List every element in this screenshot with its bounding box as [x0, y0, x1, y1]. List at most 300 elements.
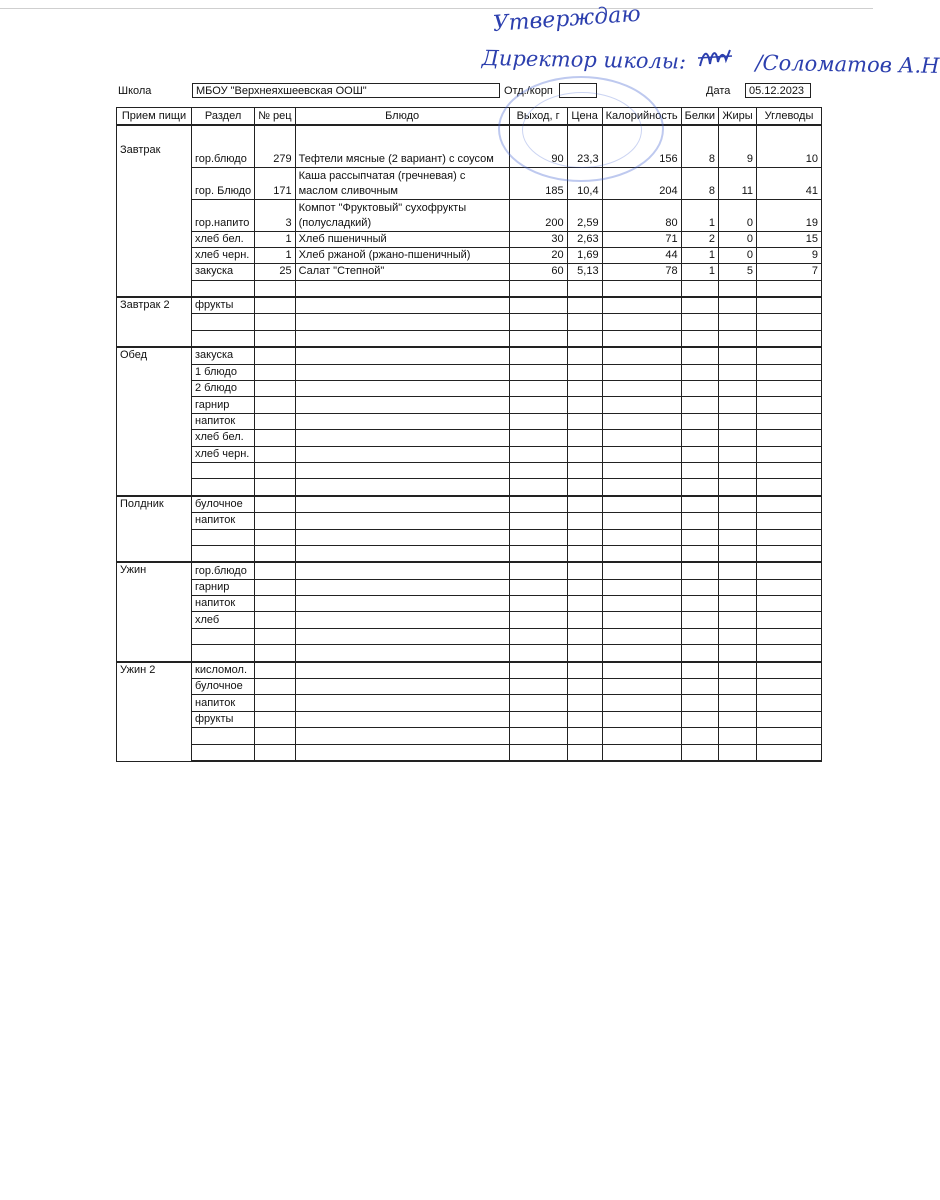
- cell-section: хлеб: [192, 612, 255, 628]
- cell-cal: [602, 545, 681, 562]
- cell-output: 20: [509, 247, 567, 263]
- cell-cal: [602, 645, 681, 662]
- meal-name-cell: [117, 330, 192, 347]
- cell-prot: [681, 397, 718, 413]
- cell-dish: [295, 545, 509, 562]
- table-header-row: [117, 108, 822, 126]
- cell-recipe: [255, 679, 295, 695]
- cell-price: [567, 728, 602, 744]
- cell-cal: [602, 579, 681, 595]
- cell-dish: [295, 496, 509, 513]
- table-row: [117, 264, 822, 280]
- meal-name-cell: [117, 381, 192, 397]
- cell-output: [509, 545, 567, 562]
- cell-section: напиток: [192, 513, 255, 529]
- cell-dish: [295, 314, 509, 330]
- cell-recipe: [255, 744, 295, 761]
- cell-section: булочное: [192, 679, 255, 695]
- cell-carb: [757, 381, 822, 397]
- cell-recipe: [255, 612, 295, 628]
- cell-recipe: 3: [255, 199, 295, 231]
- cell-output: [509, 430, 567, 446]
- cell-cal: [602, 330, 681, 347]
- approval-handwriting: Утверждаю: [492, 1, 642, 37]
- meal-name-cell: Завтрак 2: [117, 297, 192, 314]
- cell-section: [192, 628, 255, 644]
- cell-prot: 8: [681, 167, 718, 199]
- cell-fat: [719, 413, 757, 429]
- cell-price: [567, 562, 602, 579]
- cell-section: [192, 330, 255, 347]
- cell-dish: [295, 645, 509, 662]
- cell-output: [509, 679, 567, 695]
- cell-carb: [757, 596, 822, 612]
- cell-price: 2,59: [567, 199, 602, 231]
- cell-prot: [681, 579, 718, 595]
- menu-table: [116, 107, 822, 762]
- cell-fat: [719, 496, 757, 513]
- cell-fat: [719, 314, 757, 330]
- cell-recipe: 279: [255, 125, 295, 167]
- cell-output: 200: [509, 199, 567, 231]
- table-row: [117, 579, 822, 595]
- cell-dish: [295, 662, 509, 679]
- meal-name-cell: [117, 364, 192, 380]
- cell-prot: [681, 529, 718, 545]
- cell-fat: [719, 628, 757, 644]
- cell-prot: 8: [681, 125, 718, 167]
- cell-prot: [681, 728, 718, 744]
- cell-price: 23,3: [567, 125, 602, 167]
- cell-price: [567, 679, 602, 695]
- cell-cal: [602, 711, 681, 727]
- cell-section: напиток: [192, 413, 255, 429]
- meal-name-cell: [117, 645, 192, 662]
- cell-cal: 78: [602, 264, 681, 280]
- cell-dish: [295, 562, 509, 579]
- cell-recipe: [255, 496, 295, 513]
- cell-prot: [681, 413, 718, 429]
- cell-fat: [719, 462, 757, 478]
- cell-dish: [295, 397, 509, 413]
- cell-price: [567, 314, 602, 330]
- column-header: Углеводы: [757, 108, 822, 126]
- cell-carb: [757, 662, 822, 679]
- table-row: [117, 562, 822, 579]
- cell-dish: [295, 462, 509, 478]
- cell-carb: [757, 579, 822, 595]
- cell-dish: [295, 695, 509, 711]
- table-row: [117, 496, 822, 513]
- cell-price: [567, 529, 602, 545]
- cell-output: 90: [509, 125, 567, 167]
- cell-prot: [681, 280, 718, 297]
- meal-name-cell: [117, 199, 192, 231]
- cell-output: [509, 364, 567, 380]
- school-field: МБОУ "Верхнеяхшеевская ООШ": [192, 83, 500, 98]
- cell-carb: [757, 347, 822, 364]
- cell-prot: 1: [681, 199, 718, 231]
- cell-price: [567, 545, 602, 562]
- cell-cal: [602, 430, 681, 446]
- cell-cal: [602, 364, 681, 380]
- cell-prot: [681, 545, 718, 562]
- cell-fat: [719, 297, 757, 314]
- cell-section: 2 блюдо: [192, 381, 255, 397]
- table-row: [117, 347, 822, 364]
- cell-recipe: [255, 297, 295, 314]
- cell-prot: [681, 430, 718, 446]
- cell-dish: Хлеб ржаной (ржано-пшеничный): [295, 247, 509, 263]
- cell-fat: 5: [719, 264, 757, 280]
- cell-cal: [602, 662, 681, 679]
- meal-name-cell: [117, 596, 192, 612]
- column-header: Прием пищи: [117, 108, 192, 126]
- cell-carb: [757, 695, 822, 711]
- meal-name-cell: [117, 529, 192, 545]
- cell-carb: [757, 612, 822, 628]
- cell-price: [567, 330, 602, 347]
- cell-prot: [681, 496, 718, 513]
- cell-section: напиток: [192, 596, 255, 612]
- cell-output: [509, 744, 567, 761]
- cell-prot: [681, 645, 718, 662]
- cell-carb: [757, 314, 822, 330]
- cell-section: [192, 479, 255, 496]
- cell-fat: [719, 513, 757, 529]
- cell-fat: [719, 330, 757, 347]
- table-row: [117, 314, 822, 330]
- meal-name-cell: [117, 579, 192, 595]
- cell-price: [567, 364, 602, 380]
- cell-prot: [681, 347, 718, 364]
- meal-name-cell: [117, 612, 192, 628]
- cell-output: [509, 462, 567, 478]
- meal-name-cell: [117, 446, 192, 462]
- cell-price: [567, 645, 602, 662]
- table-row: [117, 711, 822, 727]
- cell-carb: 9: [757, 247, 822, 263]
- cell-section: [192, 529, 255, 545]
- cell-recipe: [255, 462, 295, 478]
- cell-carb: [757, 397, 822, 413]
- cell-carb: [757, 364, 822, 380]
- cell-dish: [295, 679, 509, 695]
- cell-price: [567, 280, 602, 297]
- cell-section: гор.напито: [192, 199, 255, 231]
- cell-section: хлеб бел.: [192, 430, 255, 446]
- cell-fat: [719, 662, 757, 679]
- cell-prot: [681, 562, 718, 579]
- cell-recipe: 1: [255, 231, 295, 247]
- column-header: Жиры: [719, 108, 757, 126]
- cell-price: [567, 462, 602, 478]
- meal-name-cell: [117, 167, 192, 199]
- cell-price: [567, 297, 602, 314]
- column-header: Блюдо: [295, 108, 509, 126]
- cell-price: [567, 479, 602, 496]
- cell-fat: [719, 579, 757, 595]
- column-header: Калорийность: [602, 108, 681, 126]
- table-row: [117, 744, 822, 761]
- cell-prot: [681, 462, 718, 478]
- cell-cal: [602, 413, 681, 429]
- director-name: /Соломатов А.Н: [755, 50, 940, 78]
- cell-carb: [757, 645, 822, 662]
- cell-prot: [681, 314, 718, 330]
- table-row: [117, 529, 822, 545]
- cell-carb: [757, 446, 822, 462]
- cell-fat: [719, 645, 757, 662]
- cell-price: [567, 430, 602, 446]
- cell-price: [567, 446, 602, 462]
- cell-dish: Хлеб пшеничный: [295, 231, 509, 247]
- cell-fat: [719, 728, 757, 744]
- cell-prot: [681, 662, 718, 679]
- cell-cal: [602, 496, 681, 513]
- meal-name-cell: [117, 711, 192, 727]
- cell-fat: 0: [719, 199, 757, 231]
- cell-section: гарнир: [192, 397, 255, 413]
- cell-carb: [757, 479, 822, 496]
- cell-recipe: 1: [255, 247, 295, 263]
- cell-dish: [295, 513, 509, 529]
- cell-section: фрукты: [192, 297, 255, 314]
- meal-name-cell: [117, 513, 192, 529]
- cell-cal: [602, 728, 681, 744]
- meal-name-cell: Ужин 2: [117, 662, 192, 679]
- meal-name-cell: [117, 744, 192, 761]
- cell-price: [567, 513, 602, 529]
- cell-output: [509, 397, 567, 413]
- cell-cal: [602, 562, 681, 579]
- cell-carb: 15: [757, 231, 822, 247]
- table-row: [117, 297, 822, 314]
- table-row: [117, 446, 822, 462]
- cell-prot: 1: [681, 247, 718, 263]
- cell-dish: [295, 381, 509, 397]
- meal-name-cell: [117, 231, 192, 247]
- cell-output: [509, 347, 567, 364]
- cell-carb: 10: [757, 125, 822, 167]
- cell-dish: Компот "Фруктовый" сухофрукты (полусладкий): [295, 199, 509, 231]
- cell-section: [192, 314, 255, 330]
- cell-recipe: [255, 381, 295, 397]
- cell-dish: [295, 628, 509, 644]
- cell-section: 1 блюдо: [192, 364, 255, 380]
- table-row: [117, 397, 822, 413]
- cell-price: 5,13: [567, 264, 602, 280]
- cell-carb: [757, 679, 822, 695]
- cell-price: [567, 381, 602, 397]
- cell-cal: [602, 297, 681, 314]
- table-row: [117, 247, 822, 263]
- column-header: Цена: [567, 108, 602, 126]
- cell-dish: [295, 711, 509, 727]
- cell-dish: [295, 728, 509, 744]
- meal-name-cell: [117, 314, 192, 330]
- cell-price: [567, 628, 602, 644]
- cell-price: [567, 413, 602, 429]
- cell-prot: [681, 446, 718, 462]
- table-row: [117, 462, 822, 478]
- cell-carb: [757, 297, 822, 314]
- cell-price: [567, 711, 602, 727]
- cell-cal: [602, 280, 681, 297]
- cell-recipe: [255, 280, 295, 297]
- cell-dish: [295, 297, 509, 314]
- cell-fat: [719, 562, 757, 579]
- cell-fat: [719, 446, 757, 462]
- meal-name-cell: Ужин: [117, 562, 192, 579]
- cell-output: [509, 562, 567, 579]
- meal-name-cell: [117, 397, 192, 413]
- cell-recipe: [255, 479, 295, 496]
- cell-cal: [602, 529, 681, 545]
- cell-carb: [757, 462, 822, 478]
- cell-carb: [757, 728, 822, 744]
- cell-dish: [295, 280, 509, 297]
- cell-cal: [602, 479, 681, 496]
- cell-fat: 9: [719, 125, 757, 167]
- cell-fat: [719, 744, 757, 761]
- cell-section: [192, 744, 255, 761]
- table-row: [117, 628, 822, 644]
- cell-output: [509, 695, 567, 711]
- cell-fat: 0: [719, 247, 757, 263]
- meal-name-cell: [117, 545, 192, 562]
- cell-recipe: [255, 695, 295, 711]
- meal-name-cell: [117, 430, 192, 446]
- cell-price: 10,4: [567, 167, 602, 199]
- cell-recipe: [255, 314, 295, 330]
- cell-price: [567, 397, 602, 413]
- cell-output: [509, 297, 567, 314]
- cell-section: [192, 728, 255, 744]
- cell-output: [509, 612, 567, 628]
- cell-dish: [295, 529, 509, 545]
- cell-cal: [602, 695, 681, 711]
- cell-dish: [295, 347, 509, 364]
- cell-price: [567, 744, 602, 761]
- cell-dish: [295, 430, 509, 446]
- table-row: [117, 728, 822, 744]
- cell-recipe: [255, 529, 295, 545]
- table-row: [117, 199, 822, 231]
- cell-section: гарнир: [192, 579, 255, 595]
- cell-price: 1,69: [567, 247, 602, 263]
- cell-fat: [719, 430, 757, 446]
- cell-price: 2,63: [567, 231, 602, 247]
- cell-section: закуска: [192, 264, 255, 280]
- cell-prot: [681, 679, 718, 695]
- cell-section: хлеб черн.: [192, 247, 255, 263]
- cell-price: [567, 579, 602, 595]
- cell-output: [509, 496, 567, 513]
- cell-output: 30: [509, 231, 567, 247]
- cell-recipe: [255, 430, 295, 446]
- meal-name-cell: Завтрак: [117, 125, 192, 167]
- cell-carb: [757, 562, 822, 579]
- cell-recipe: [255, 513, 295, 529]
- meal-name-cell: Полдник: [117, 496, 192, 513]
- meal-name-cell: [117, 413, 192, 429]
- column-header: Выход, г: [509, 108, 567, 126]
- cell-carb: [757, 513, 822, 529]
- cell-dish: Каша рассыпчатая (гречневая) с маслом сливочным: [295, 167, 509, 199]
- column-header: № рец: [255, 108, 295, 126]
- cell-recipe: [255, 397, 295, 413]
- cell-fat: [719, 381, 757, 397]
- cell-output: [509, 513, 567, 529]
- cell-dish: [295, 596, 509, 612]
- cell-recipe: 25: [255, 264, 295, 280]
- cell-section: кисломол.: [192, 662, 255, 679]
- cell-carb: [757, 280, 822, 297]
- cell-dish: [295, 612, 509, 628]
- cell-fat: [719, 347, 757, 364]
- cell-output: [509, 280, 567, 297]
- meal-name-cell: [117, 264, 192, 280]
- cell-output: [509, 628, 567, 644]
- cell-dish: [295, 364, 509, 380]
- cell-output: [509, 645, 567, 662]
- date-field: 05.12.2023: [745, 83, 811, 98]
- cell-cal: [602, 462, 681, 478]
- top-border-line: [0, 8, 873, 9]
- table-row: [117, 645, 822, 662]
- cell-carb: 19: [757, 199, 822, 231]
- table-row: [117, 545, 822, 562]
- cell-prot: [681, 695, 718, 711]
- table-row: [117, 695, 822, 711]
- cell-dish: [295, 446, 509, 462]
- meal-name-cell: [117, 728, 192, 744]
- cell-section: [192, 280, 255, 297]
- cell-prot: [681, 479, 718, 496]
- cell-recipe: [255, 628, 295, 644]
- cell-carb: [757, 628, 822, 644]
- table-row: [117, 280, 822, 297]
- cell-output: [509, 579, 567, 595]
- cell-carb: [757, 529, 822, 545]
- table-row: [117, 596, 822, 612]
- cell-carb: 7: [757, 264, 822, 280]
- cell-fat: 11: [719, 167, 757, 199]
- cell-carb: 41: [757, 167, 822, 199]
- cell-fat: [719, 612, 757, 628]
- table-row: [117, 231, 822, 247]
- cell-dish: Тефтели мясные (2 вариант) с соусом: [295, 125, 509, 167]
- cell-fat: [719, 596, 757, 612]
- cell-prot: [681, 711, 718, 727]
- cell-section: гор.блюдо: [192, 125, 255, 167]
- cell-prot: [681, 330, 718, 347]
- cell-cal: [602, 513, 681, 529]
- cell-section: хлеб черн.: [192, 446, 255, 462]
- cell-output: [509, 446, 567, 462]
- cell-cal: [602, 679, 681, 695]
- cell-fat: [719, 711, 757, 727]
- cell-output: [509, 314, 567, 330]
- cell-cal: [602, 612, 681, 628]
- cell-output: [509, 529, 567, 545]
- cell-output: 60: [509, 264, 567, 280]
- cell-dish: [295, 579, 509, 595]
- cell-recipe: [255, 330, 295, 347]
- table-row: [117, 662, 822, 679]
- header-row: [0, 83, 873, 101]
